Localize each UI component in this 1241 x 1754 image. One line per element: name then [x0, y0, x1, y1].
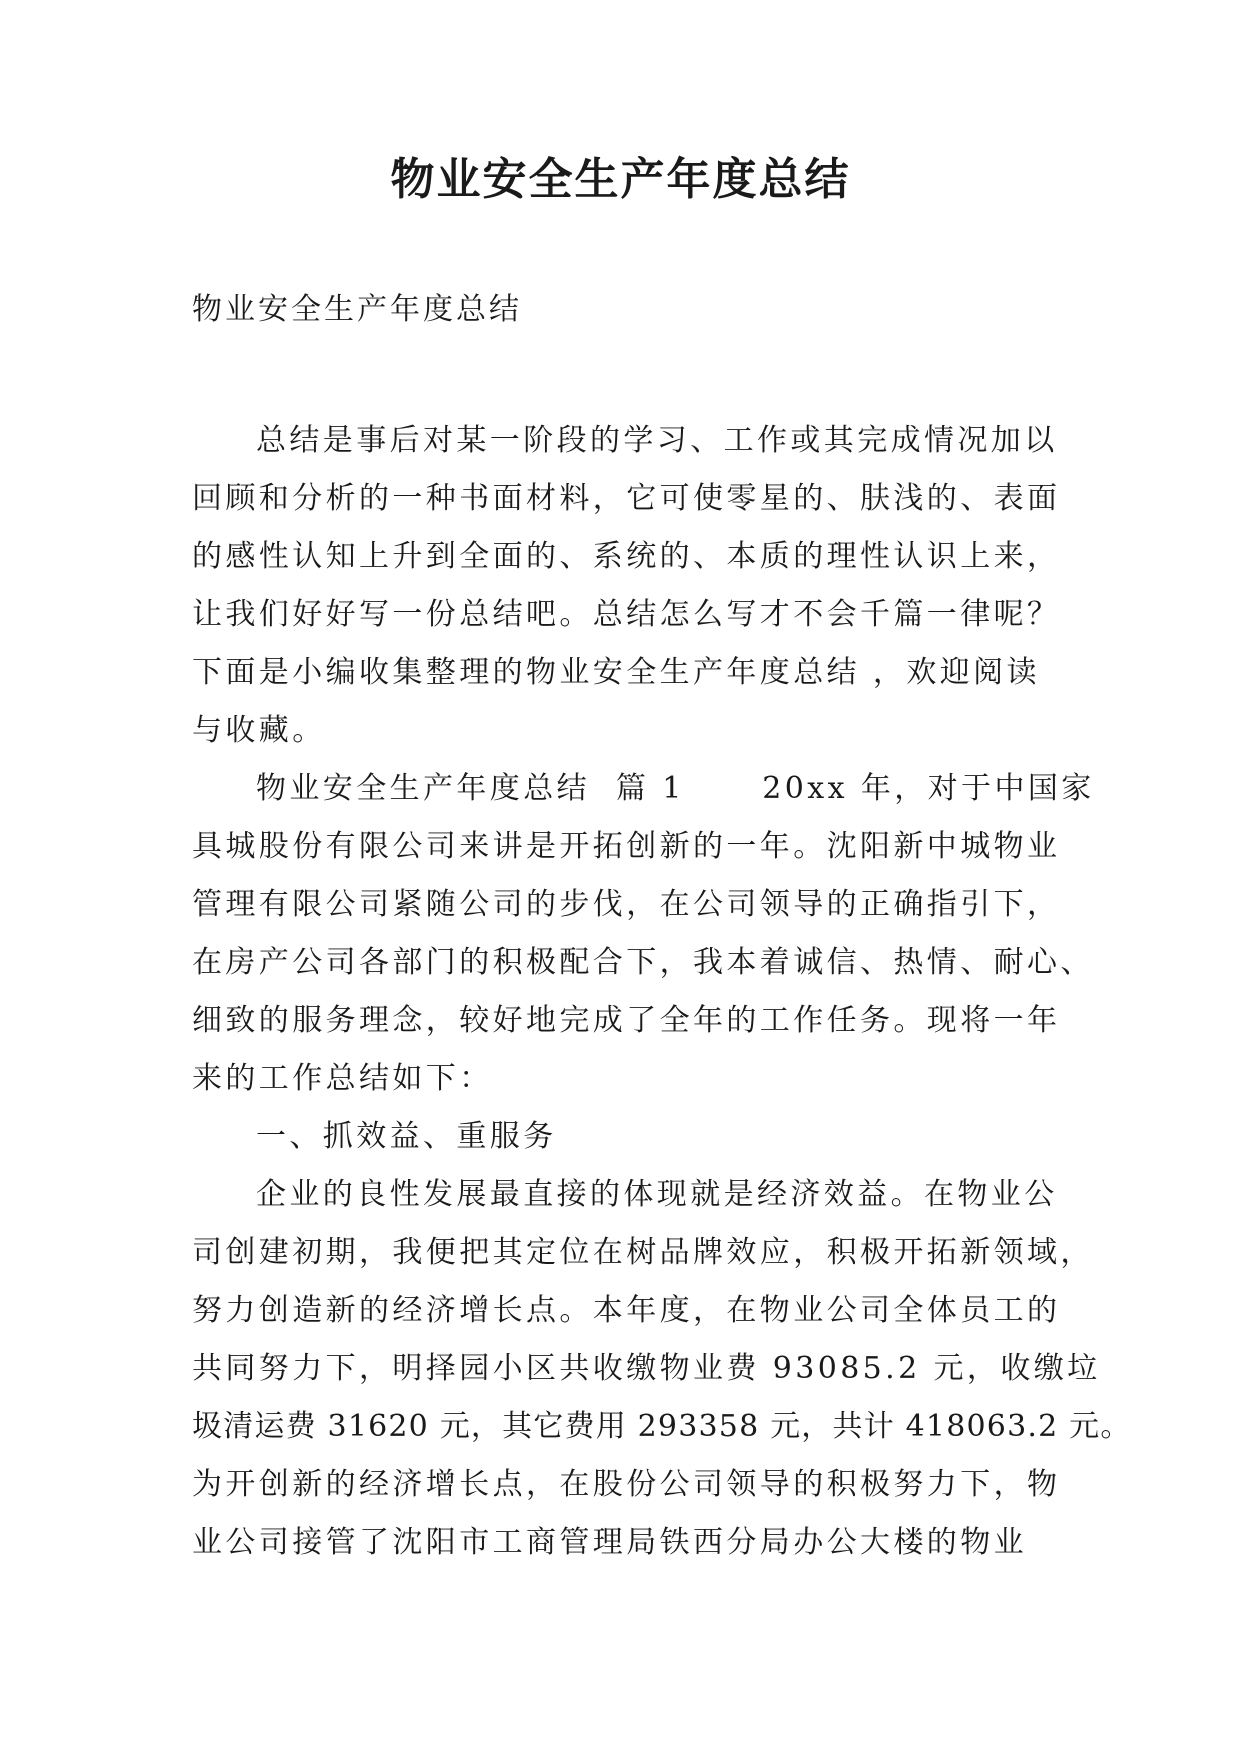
text-line: 具城股份有限公司来讲是开拓创新的一年。沈阳新中城物业 — [192, 829, 1061, 864]
text-line: 共同努力下，明择园小区共收缴物业费 93085.2 元，收缴垃 — [192, 1351, 1101, 1386]
text-line: 下面是小编收集整理的物业安全生产年度总结 ，欢迎阅读 — [192, 655, 1040, 690]
text-line: 来的工作总结如下： — [192, 1061, 493, 1096]
text-line: 物业安全生产年度总结 篇 1 20xx 年，对于中国家 — [256, 771, 1095, 806]
text-line: 在房产公司各部门的积极配合下，我本着诚信、热情、耐心、 — [192, 945, 1094, 980]
document-subtitle: 物业安全生产年度总结 — [192, 292, 522, 327]
text-line: 与收藏。 — [192, 713, 326, 748]
section-heading: 一、抓效益、重服务 — [256, 1119, 557, 1154]
text-line: 让我们好好写一份总结吧。总结怎么写才不会千篇一律呢？ — [192, 597, 1061, 632]
text-line: 的感性认知上升到全面的、系统的、本质的理性认识上来， — [192, 539, 1061, 574]
text-line: 努力创造新的经济增长点。本年度，在物业公司全体员工的 — [192, 1293, 1061, 1328]
text-line: 细致的服务理念，较好地完成了全年的工作任务。现将一年 — [192, 1003, 1061, 1038]
text-line: 为开创新的经济增长点，在股份公司领导的积极努力下，物 — [192, 1467, 1061, 1502]
text-line: 总结是事后对某一阶段的学习、工作或其完成情况加以 — [256, 423, 1058, 458]
document-body — [192, 412, 1132, 1572]
text-line: 管理有限公司紧随公司的步伐，在公司领导的正确指引下， — [192, 887, 1061, 922]
document-title: 物业安全生产年度总结 — [390, 154, 851, 205]
text-line: 回顾和分析的一种书面材料，它可使零星的、肤浅的、表面 — [192, 481, 1061, 516]
text-line: 司创建初期，我便把其定位在树品牌效应，积极开拓新领域， — [192, 1235, 1094, 1270]
text-line: 企业的良性发展最直接的体现就是经济效益。在物业公 — [256, 1177, 1058, 1212]
text-line: 业公司接管了沈阳市工商管理局铁西分局办公大楼的物业 — [192, 1525, 1027, 1560]
text-line: 圾清运费 31620 元，其它费用 293358 元，共计 418063.2 元。 — [192, 1409, 1132, 1444]
